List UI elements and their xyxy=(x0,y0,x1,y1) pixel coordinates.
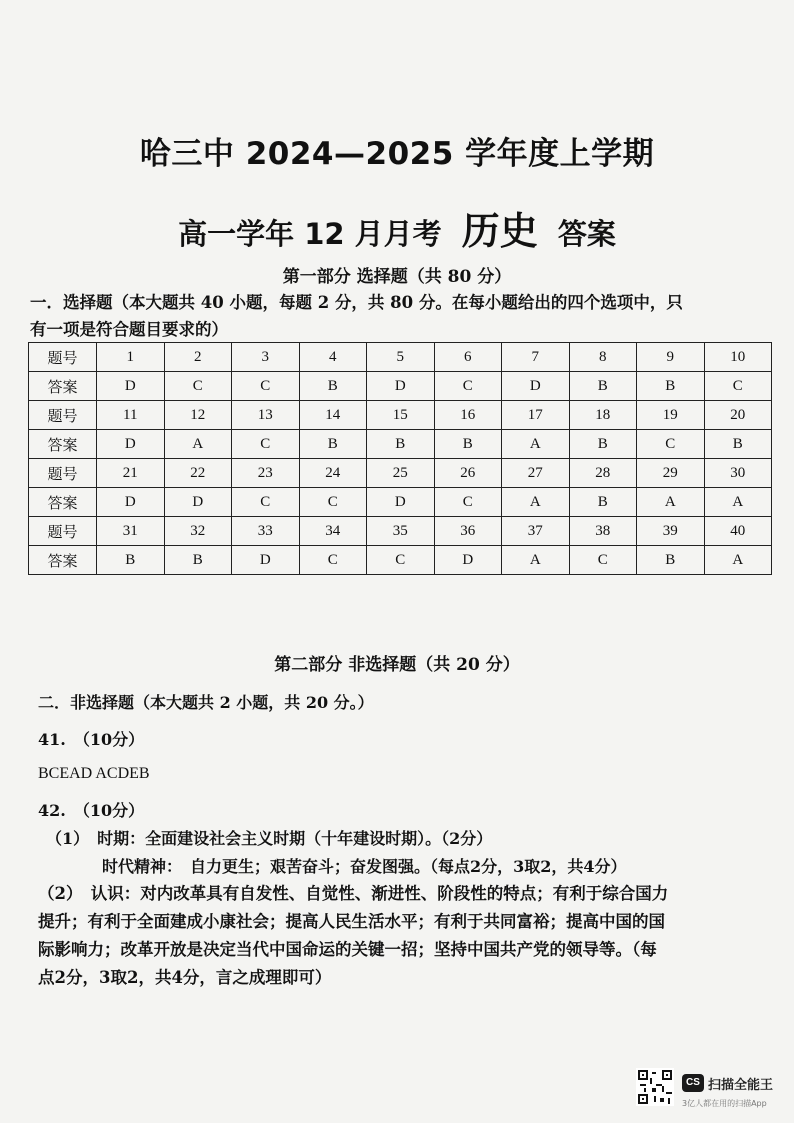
answer-cell: D xyxy=(97,430,165,459)
question-number-cell: 22 xyxy=(164,459,232,488)
question-number-cell: 11 xyxy=(97,401,165,430)
question-number-cell: 17 xyxy=(502,401,570,430)
q41-label: 41. （10分） xyxy=(38,730,145,749)
question-number-cell: 27 xyxy=(502,459,570,488)
question-number-cell: 38 xyxy=(569,517,637,546)
question-number-cell: 32 xyxy=(164,517,232,546)
answer-cell: D xyxy=(502,372,570,401)
camscanner-logo-icon: CS xyxy=(682,1074,704,1092)
question-number-cell: 30 xyxy=(704,459,772,488)
q42-label: 42. （10分） xyxy=(38,801,145,820)
question-number-cell: 40 xyxy=(704,517,772,546)
question-row-label: 题号 xyxy=(29,517,97,546)
question-row xyxy=(29,517,772,546)
part1-instruction xyxy=(30,289,775,343)
answer-cell: A xyxy=(502,546,570,575)
question-number-cell: 34 xyxy=(299,517,367,546)
answer-cell: B xyxy=(569,430,637,459)
instruction-line: 一．选择题（本大题共 40 小题，每题 2 分，共 80 分。在每小题给出的四个选项中，只 xyxy=(30,293,683,312)
question-number-cell: 24 xyxy=(299,459,367,488)
answer-cell: B xyxy=(704,430,772,459)
question-row xyxy=(29,401,772,430)
answer-cell: D xyxy=(97,488,165,517)
qr-code-icon xyxy=(636,1068,674,1106)
answer-row xyxy=(29,430,772,459)
question-number-cell: 23 xyxy=(232,459,300,488)
answer-cell: C xyxy=(704,372,772,401)
question-number-cell: 26 xyxy=(434,459,502,488)
answer-row-label: 答案 xyxy=(29,546,97,575)
exam-title: 哈三中 2024—2025 学年度上学期 xyxy=(139,136,655,172)
scanner-app-name: 扫描全能王 xyxy=(708,1078,774,1093)
answer-cell: D xyxy=(164,488,232,517)
q42-part2-answer xyxy=(38,880,786,992)
question-number-cell: 25 xyxy=(367,459,435,488)
answer-cell: B xyxy=(367,430,435,459)
question-row-label: 题号 xyxy=(29,459,97,488)
question-number-cell: 15 xyxy=(367,401,435,430)
answer-cell: B xyxy=(569,372,637,401)
answer-cell: D xyxy=(232,546,300,575)
question-number-cell: 7 xyxy=(502,343,570,372)
q42-part1-period: （1） 时期：全面建设社会主义时期（十年建设时期）。（2分） xyxy=(46,829,493,848)
answer-row xyxy=(29,372,772,401)
question-row-label: 题号 xyxy=(29,401,97,430)
answer-cell: C xyxy=(232,372,300,401)
answer-line: 点2分，3取2，共4分，言之成理即可） xyxy=(38,968,332,987)
question-row xyxy=(29,343,772,372)
answer-row-label: 答案 xyxy=(29,372,97,401)
scanner-app-tagline: 3亿人都在用的扫描App xyxy=(682,1099,767,1108)
answer-cell: D xyxy=(434,546,502,575)
answer-cell: C xyxy=(232,430,300,459)
q42-part1-spirit: 时代精神： 自力更生；艰苦奋斗；奋发图强。（每点2分，3取2，共4分） xyxy=(102,857,627,876)
question-number-cell: 28 xyxy=(569,459,637,488)
question-number-cell: 21 xyxy=(97,459,165,488)
question-number-cell: 12 xyxy=(164,401,232,430)
answer-cell: B xyxy=(299,430,367,459)
question-number-cell: 16 xyxy=(434,401,502,430)
question-number-cell: 18 xyxy=(569,401,637,430)
answer-cell: C xyxy=(434,488,502,517)
question-number-cell: 14 xyxy=(299,401,367,430)
answer-cell: D xyxy=(367,372,435,401)
answer-cell: C xyxy=(569,546,637,575)
part2-heading: 第二部分 非选择题（共 20 分） xyxy=(274,655,520,675)
answer-cell: A xyxy=(502,488,570,517)
answer-row-label: 答案 xyxy=(29,488,97,517)
question-number-cell: 33 xyxy=(232,517,300,546)
answer-cell: B xyxy=(164,546,232,575)
answer-cell: B xyxy=(299,372,367,401)
question-row-label: 题号 xyxy=(29,343,97,372)
answer-cell: B xyxy=(637,546,705,575)
question-number-cell: 36 xyxy=(434,517,502,546)
answer-cell: C xyxy=(299,546,367,575)
question-number-cell: 2 xyxy=(164,343,232,372)
answer-cell: C xyxy=(637,430,705,459)
question-number-cell: 37 xyxy=(502,517,570,546)
exam-subtitle xyxy=(0,200,794,255)
question-row xyxy=(29,459,772,488)
part1-heading: 第一部分 选择题（共 80 分） xyxy=(282,267,512,287)
answer-cell: B xyxy=(569,488,637,517)
answer-table xyxy=(28,342,772,575)
answer-cell: C xyxy=(299,488,367,517)
answer-cell: A xyxy=(704,488,772,517)
question-number-cell: 39 xyxy=(637,517,705,546)
answer-cell: A xyxy=(502,430,570,459)
subtitle-suffix: 答案 xyxy=(557,217,616,251)
answer-cell: A xyxy=(704,546,772,575)
question-number-cell: 19 xyxy=(637,401,705,430)
part2-instruction: 二．非选择题（本大题共 2 小题，共 20 分。） xyxy=(38,693,374,712)
question-number-cell: 29 xyxy=(637,459,705,488)
answer-cell: C xyxy=(232,488,300,517)
answer-cell: C xyxy=(164,372,232,401)
answer-cell: B xyxy=(97,546,165,575)
question-number-cell: 20 xyxy=(704,401,772,430)
answer-cell: D xyxy=(97,372,165,401)
answer-cell: D xyxy=(367,488,435,517)
question-number-cell: 6 xyxy=(434,343,502,372)
question-number-cell: 1 xyxy=(97,343,165,372)
subject-name: 历史 xyxy=(461,209,538,253)
answer-line: 提升；有利于全面建成小康社会；提高人民生活水平；有利于共同富裕；提高中国的国 xyxy=(38,912,665,931)
question-number-cell: 8 xyxy=(569,343,637,372)
answer-line: （2） 认识：对内改革具有自发性、自觉性、渐进性、阶段性的特点；有利于综合国力 xyxy=(38,884,669,903)
question-number-cell: 13 xyxy=(232,401,300,430)
subtitle-prefix: 高一学年 12 月月考 xyxy=(178,217,442,251)
question-number-cell: 31 xyxy=(97,517,165,546)
answer-cell: A xyxy=(164,430,232,459)
question-number-cell: 35 xyxy=(367,517,435,546)
answer-cell: C xyxy=(434,372,502,401)
answer-row-label: 答案 xyxy=(29,430,97,459)
answer-cell: B xyxy=(637,372,705,401)
answer-cell: B xyxy=(434,430,502,459)
q41-answer: BCEAD ACDEB xyxy=(38,765,150,782)
instruction-line: 有一项是符合题目要求的） xyxy=(30,320,228,339)
answer-row xyxy=(29,546,772,575)
question-number-cell: 10 xyxy=(704,343,772,372)
answer-line: 际影响力；改革开放是决定当代中国命运的关键一招；坚持中国共产党的领导等。（每 xyxy=(38,940,657,959)
answer-row xyxy=(29,488,772,517)
answer-cell: A xyxy=(637,488,705,517)
question-number-cell: 9 xyxy=(637,343,705,372)
answer-cell: C xyxy=(367,546,435,575)
question-number-cell: 5 xyxy=(367,343,435,372)
question-number-cell: 3 xyxy=(232,343,300,372)
question-number-cell: 4 xyxy=(299,343,367,372)
